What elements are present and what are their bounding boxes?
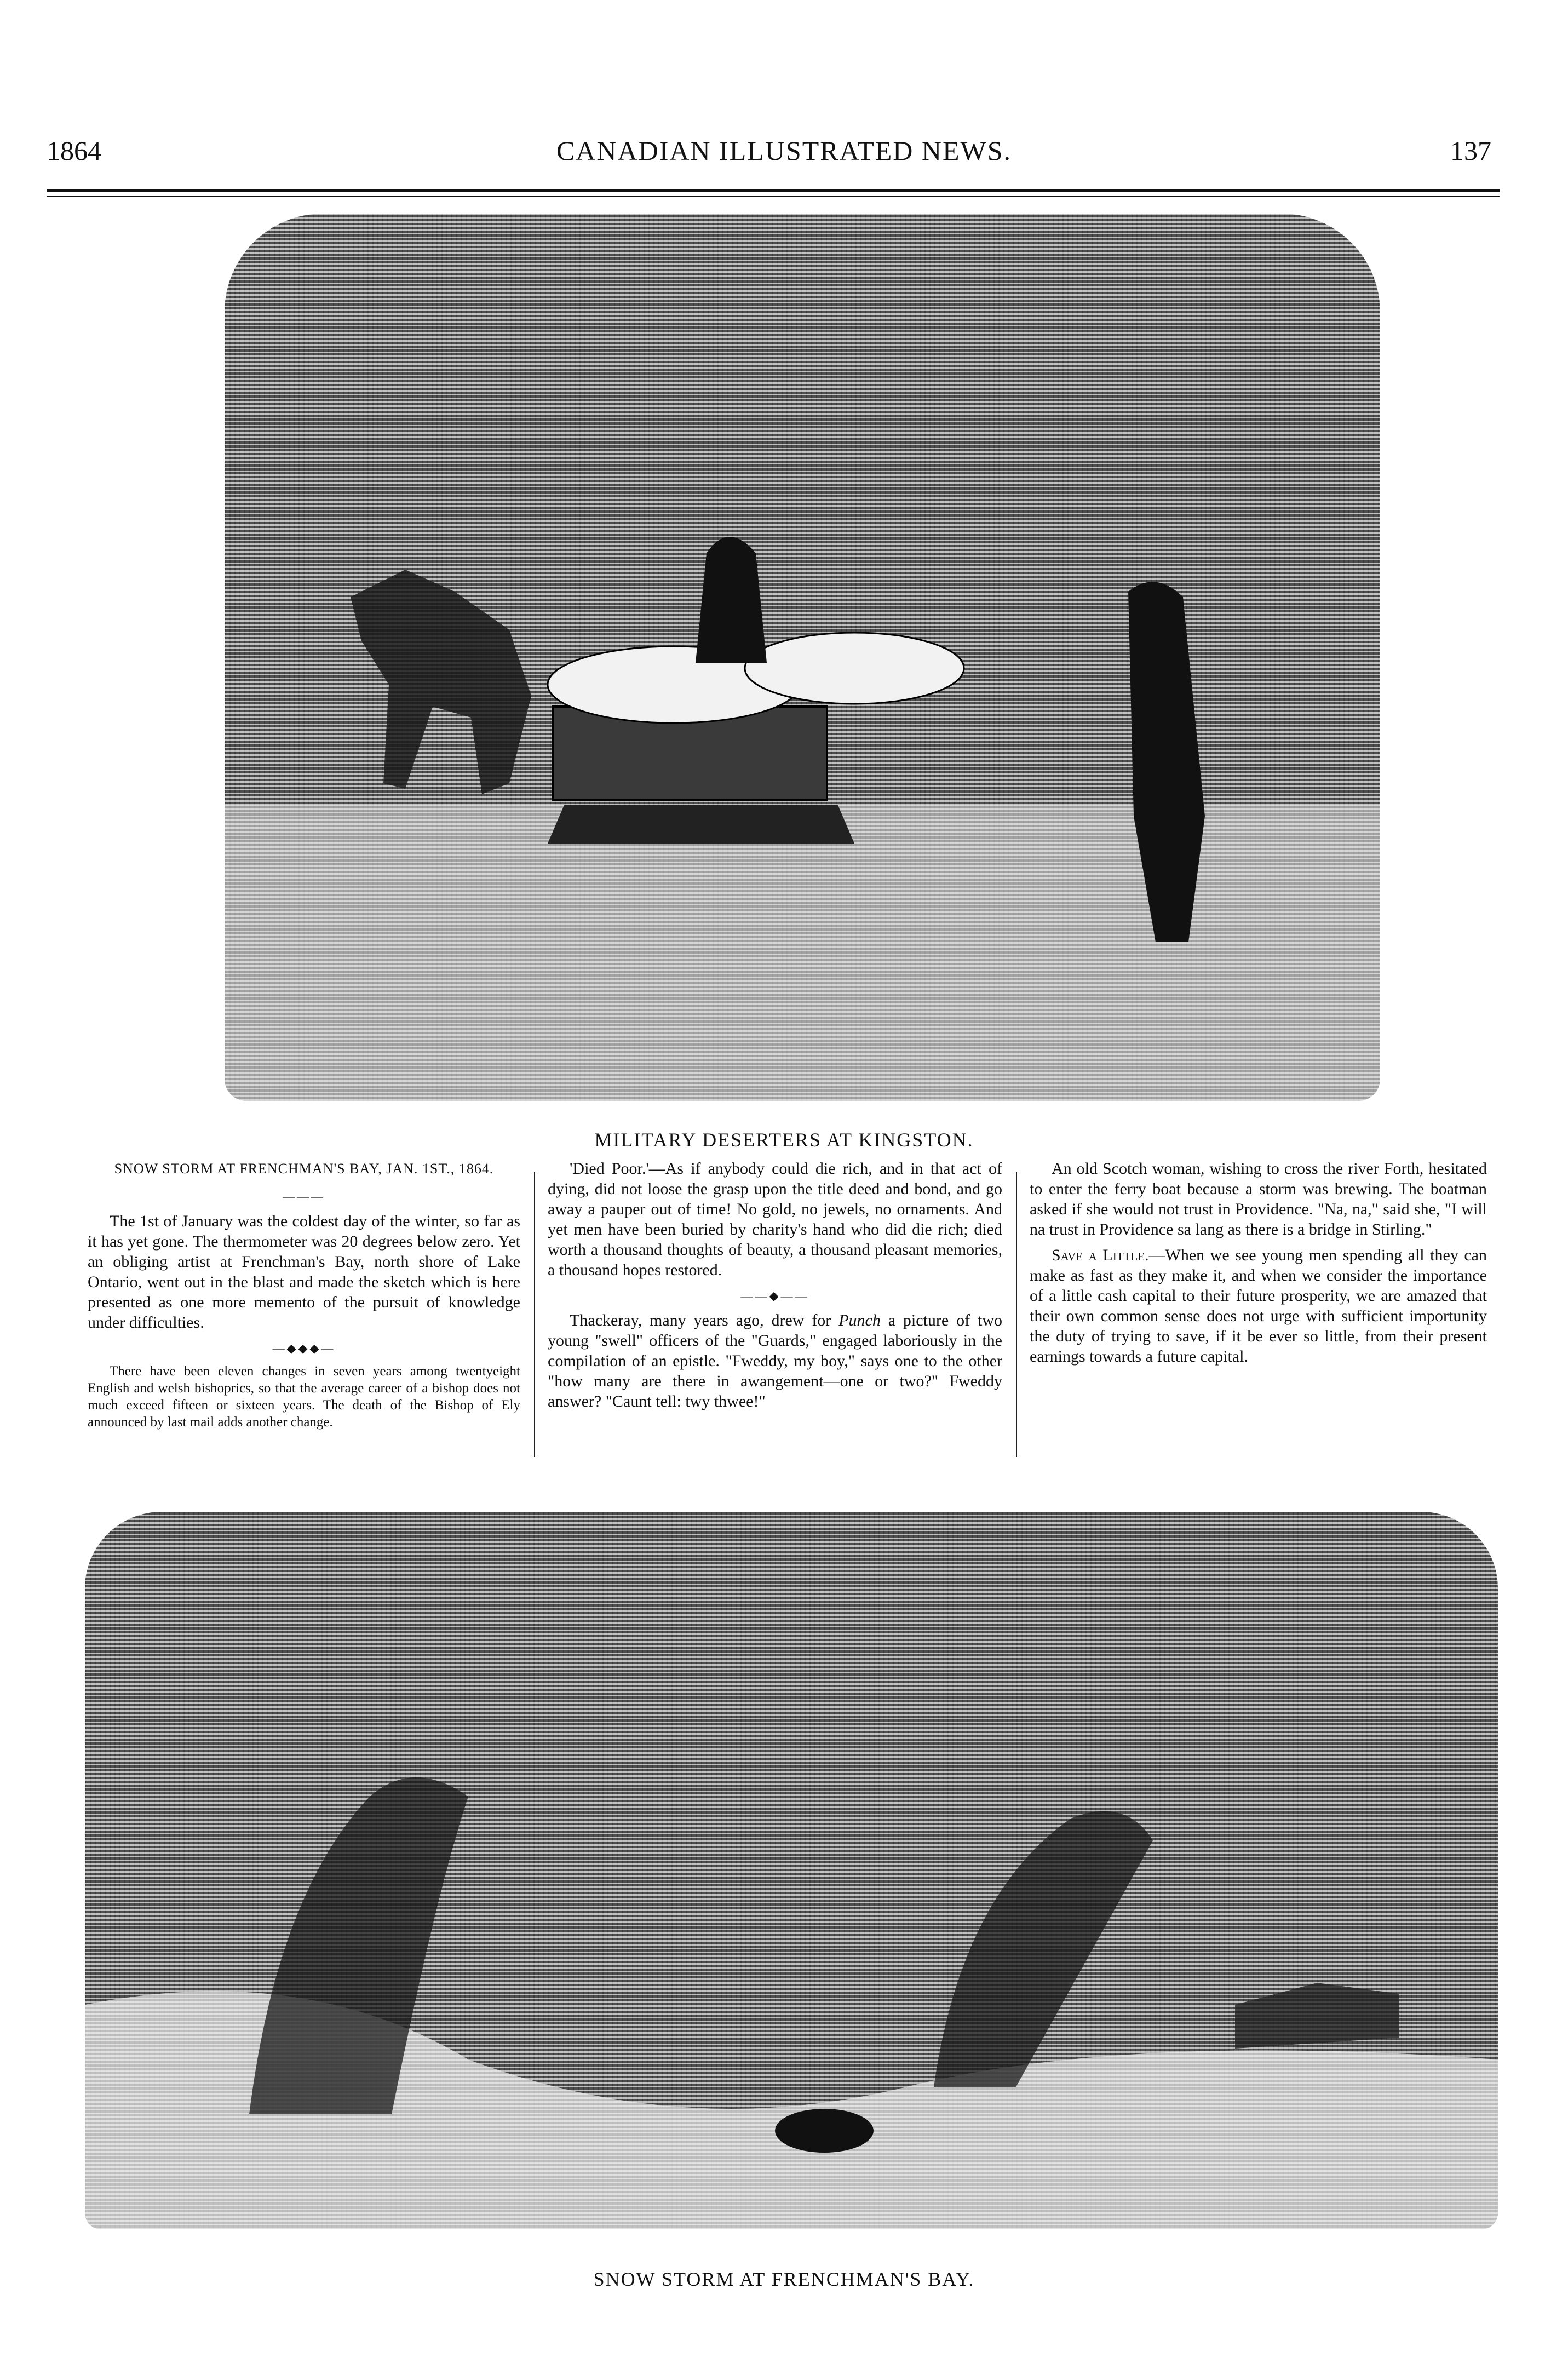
caption-snow-storm: SNOW STORM AT FRENCHMAN'S BAY. <box>593 2268 975 2290</box>
article-scotch-woman-text: An old Scotch woman, wishing to cross the river Forth, hesitated to enter the ferry boat because a storm was brewing. The boatman asked if she would not trust in Providence. "Na, na," said she, "I will na trust in Providence sa lang as there is a bridge in Stirling." <box>1030 1160 1487 1238</box>
engraving-snow-storm <box>85 1512 1498 2229</box>
thackeray-text-start: Thackeray, many years ago, drew for <box>570 1311 839 1329</box>
caption-military-deserters: MILITARY DESERTERS AT KINGSTON. <box>594 1129 974 1151</box>
article-column-1 <box>88 1158 520 1436</box>
section-divider-ornament: —◆◆◆— <box>272 1341 336 1355</box>
header-rule-thick <box>47 189 1500 192</box>
article-heading-snow-storm: SNOW STORM AT FRENCHMAN'S BAY, JAN. 1ST., 1864. <box>114 1161 494 1177</box>
engraving-bottom-figures <box>85 1512 1498 2229</box>
article-column-3 <box>1030 1158 1487 1372</box>
thackeray-text-end: a picture of two young "swell" officers of the "Guards," engaged laboriously in the compilation of an epistle. "Fweddy, my boy," says one to the other "how many are there in awangement—one or two?" Fweddy answer? "Caunt tell: twy thwee!" <box>548 1311 1002 1410</box>
engraving-top-figures <box>225 214 1380 1101</box>
article-save-a-little <box>1030 1245 1487 1367</box>
header-rule-thin <box>47 196 1500 197</box>
heading-rule: ——— <box>283 1190 325 1203</box>
save-a-little-text: —When we see young men spending all they can make as fast as they make it, and when we consider the importance of a little cash capital to their future prosperity, we are amazed that their own common sense does not urge with sufficient importunity the duty of trying to save, if it be ever so little, from their present earnings towards a future capital. <box>1030 1246 1487 1366</box>
punch-italic: Punch <box>838 1311 881 1329</box>
column-separator-2 <box>1016 1172 1017 1457</box>
page-number: 137 <box>1450 135 1491 166</box>
article-died-poor-text: 'Died Poor.'—As if anybody could die rich, and in that act of dying, did not loose the grasp upon the title deed and bond, and go away a pauper out of time! No gold, no jewels, no ornaments. And yet men have been buried by charity's hand who did die rich; died worth a thousand thoughts of beauty, a thousand pleasant memories, a thousand hopes restored. <box>548 1160 1002 1279</box>
newspaper-title: CANADIAN ILLUSTRATED NEWS. <box>556 135 1012 166</box>
page-year: 1864 <box>47 135 101 166</box>
section-divider-ornament: ——◆—— <box>740 1289 809 1303</box>
engraving-military-deserters <box>225 214 1380 1101</box>
article-column-2 <box>548 1158 1002 1417</box>
column-separator-1 <box>534 1172 535 1457</box>
save-a-little-lead: Save a Little. <box>1052 1246 1149 1264</box>
article-bishoprics-text: There have been eleven changes in seven years among twentyeight English and welsh bishoprics, so that the average career of a bishop does not much exceed fifteen or sixteen years. The death of the Bishop of Ely announced by last mail adds another change. <box>88 1364 520 1430</box>
article-snow-storm-text: The 1st of January was the coldest day of the winter, so far as it has yet gone. The thermometer was 20 degrees below zero. Yet an obliging artist at Frenchman's Bay, north shore of Lake Ontario, went out in the blast and made the sketch which is here presented as one more memento of the pursuit of knowledge under difficulties. <box>88 1212 520 1332</box>
article-thackeray-text <box>548 1310 1002 1412</box>
